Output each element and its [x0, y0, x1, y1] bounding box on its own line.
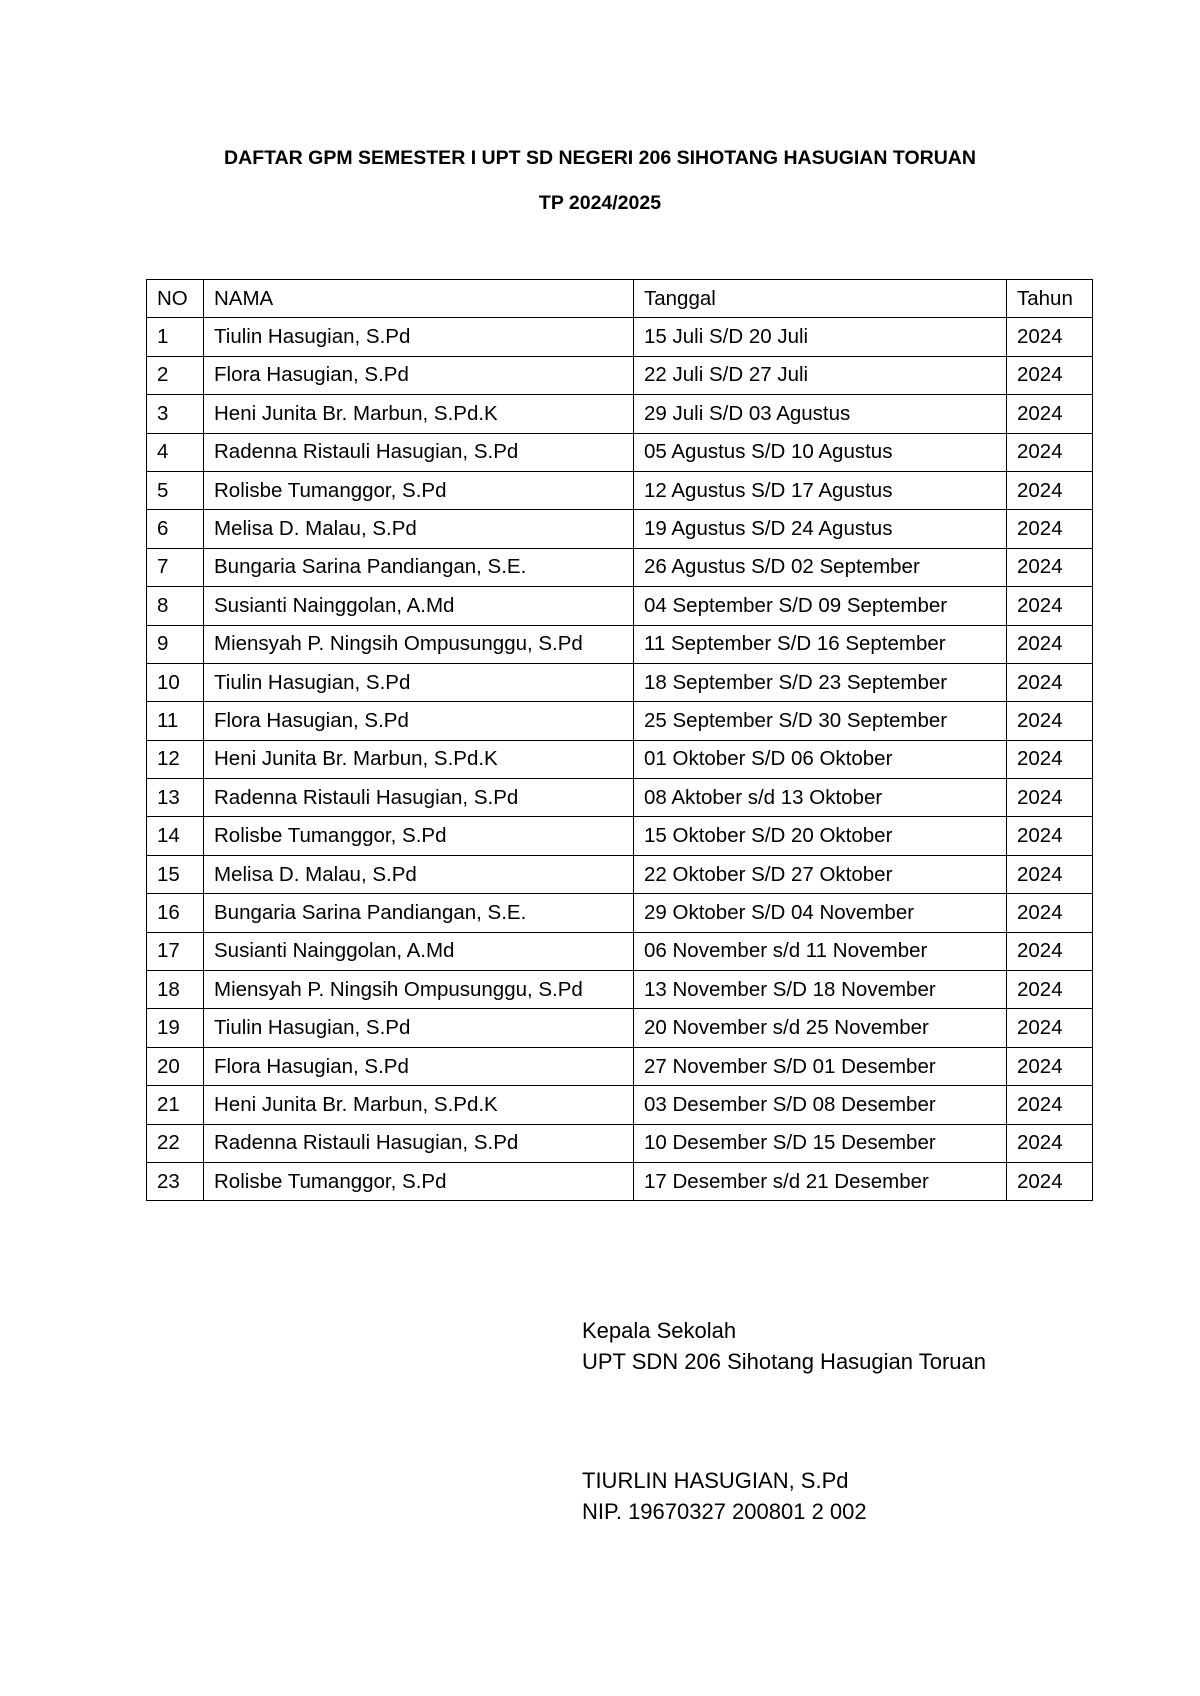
cell-tahun: 2024 — [1007, 1009, 1093, 1047]
cell-nama: Radenna Ristauli Hasugian, S.Pd — [204, 433, 634, 471]
cell-tanggal: 01 Oktober S/D 06 Oktober — [634, 740, 1007, 778]
cell-no: 6 — [147, 510, 204, 548]
cell-tanggal: 26 Agustus S/D 02 September — [634, 548, 1007, 586]
cell-tahun: 2024 — [1007, 510, 1093, 548]
cell-no: 15 — [147, 855, 204, 893]
cell-nama: Susianti Nainggolan, A.Md — [204, 587, 634, 625]
cell-tanggal: 11 September S/D 16 September — [634, 625, 1007, 663]
cell-nama: Rolisbe Tumanggor, S.Pd — [204, 471, 634, 509]
cell-tahun: 2024 — [1007, 663, 1093, 701]
cell-tahun: 2024 — [1007, 1047, 1093, 1085]
table-row — [147, 587, 1093, 625]
table-row — [147, 663, 1093, 701]
cell-tahun: 2024 — [1007, 740, 1093, 778]
table-row — [147, 1162, 1093, 1200]
cell-tanggal: 29 Oktober S/D 04 November — [634, 894, 1007, 932]
cell-nama: Tiulin Hasugian, S.Pd — [204, 1009, 634, 1047]
cell-tanggal: 06 November s/d 11 November — [634, 932, 1007, 970]
cell-tahun: 2024 — [1007, 548, 1093, 586]
cell-tahun: 2024 — [1007, 932, 1093, 970]
table-row — [147, 1009, 1093, 1047]
document-subtitle: TP 2024/2025 — [538, 192, 662, 214]
document-title: DAFTAR GPM SEMESTER I UPT SD NEGERI 206 SIHOTANG HASUGIAN TORUAN — [224, 147, 976, 169]
table-row — [147, 471, 1093, 509]
cell-tanggal: 27 November S/D 01 Desember — [634, 1047, 1007, 1085]
table-row — [147, 971, 1093, 1009]
cell-no: 23 — [147, 1162, 204, 1200]
table-header-row — [147, 280, 1093, 318]
cell-nama: Heni Junita Br. Marbun, S.Pd.K — [204, 740, 634, 778]
cell-no: 7 — [147, 548, 204, 586]
cell-nama: Susianti Nainggolan, A.Md — [204, 932, 634, 970]
cell-tanggal: 15 Juli S/D 20 Juli — [634, 318, 1007, 356]
cell-tahun: 2024 — [1007, 356, 1093, 394]
table-row — [147, 433, 1093, 471]
cell-no: 9 — [147, 625, 204, 663]
cell-tahun: 2024 — [1007, 702, 1093, 740]
table-row — [147, 779, 1093, 817]
cell-tahun: 2024 — [1007, 433, 1093, 471]
cell-tahun: 2024 — [1007, 971, 1093, 1009]
cell-no: 13 — [147, 779, 204, 817]
cell-tanggal: 20 November s/d 25 November — [634, 1009, 1007, 1047]
cell-no: 11 — [147, 702, 204, 740]
header-no: NO — [147, 280, 204, 318]
cell-nama: Melisa D. Malau, S.Pd — [204, 510, 634, 548]
cell-nama: Flora Hasugian, S.Pd — [204, 702, 634, 740]
cell-tahun: 2024 — [1007, 587, 1093, 625]
cell-no: 17 — [147, 932, 204, 970]
table-row — [147, 510, 1093, 548]
schedule-table — [146, 279, 1093, 1201]
cell-tahun: 2024 — [1007, 894, 1093, 932]
cell-nama: Bungaria Sarina Pandiangan, S.E. — [204, 894, 634, 932]
cell-tanggal: 29 Juli S/D 03 Agustus — [634, 395, 1007, 433]
cell-no: 18 — [147, 971, 204, 1009]
cell-nama: Miensyah P. Ningsih Ompusunggu, S.Pd — [204, 625, 634, 663]
table-row — [147, 356, 1093, 394]
cell-nama: Melisa D. Malau, S.Pd — [204, 855, 634, 893]
cell-no: 4 — [147, 433, 204, 471]
cell-no: 16 — [147, 894, 204, 932]
cell-tanggal: 08 Aktober s/d 13 Oktober — [634, 779, 1007, 817]
cell-no: 14 — [147, 817, 204, 855]
cell-tanggal: 22 Oktober S/D 27 Oktober — [634, 855, 1007, 893]
signature-position: Kepala Sekolah — [582, 1318, 737, 1343]
table-row — [147, 395, 1093, 433]
cell-nama: Rolisbe Tumanggor, S.Pd — [204, 1162, 634, 1200]
cell-no: 20 — [147, 1047, 204, 1085]
table-row — [147, 740, 1093, 778]
cell-nama: Flora Hasugian, S.Pd — [204, 1047, 634, 1085]
cell-no: 3 — [147, 395, 204, 433]
cell-tanggal: 22 Juli S/D 27 Juli — [634, 356, 1007, 394]
cell-nama: Bungaria Sarina Pandiangan, S.E. — [204, 548, 634, 586]
table-row — [147, 855, 1093, 893]
cell-no: 1 — [147, 318, 204, 356]
cell-tanggal: 05 Agustus S/D 10 Agustus — [634, 433, 1007, 471]
cell-nama: Flora Hasugian, S.Pd — [204, 356, 634, 394]
cell-tahun: 2024 — [1007, 855, 1093, 893]
table-row — [147, 817, 1093, 855]
cell-no: 22 — [147, 1124, 204, 1162]
table-row — [147, 625, 1093, 663]
cell-tahun: 2024 — [1007, 1086, 1093, 1124]
signature-school: UPT SDN 206 Sihotang Hasugian Toruan — [582, 1349, 986, 1374]
table-row — [147, 894, 1093, 932]
header-tahun: Tahun — [1007, 280, 1093, 318]
cell-no: 10 — [147, 663, 204, 701]
cell-tanggal: 13 November S/D 18 November — [634, 971, 1007, 1009]
table-row — [147, 1124, 1093, 1162]
cell-tanggal: 03 Desember S/D 08 Desember — [634, 1086, 1007, 1124]
cell-tanggal: 25 September S/D 30 September — [634, 702, 1007, 740]
cell-nama: Tiulin Hasugian, S.Pd — [204, 318, 634, 356]
cell-tanggal: 19 Agustus S/D 24 Agustus — [634, 510, 1007, 548]
cell-tanggal: 17 Desember s/d 21 Desember — [634, 1162, 1007, 1200]
cell-no: 21 — [147, 1086, 204, 1124]
cell-tahun: 2024 — [1007, 1124, 1093, 1162]
cell-nama: Miensyah P. Ningsih Ompusunggu, S.Pd — [204, 971, 634, 1009]
cell-tahun: 2024 — [1007, 471, 1093, 509]
table-row — [147, 1047, 1093, 1085]
cell-nama: Radenna Ristauli Hasugian, S.Pd — [204, 1124, 634, 1162]
table-row — [147, 1086, 1093, 1124]
cell-tahun: 2024 — [1007, 318, 1093, 356]
table-row — [147, 318, 1093, 356]
cell-tahun: 2024 — [1007, 779, 1093, 817]
cell-tanggal: 15 Oktober S/D 20 Oktober — [634, 817, 1007, 855]
cell-no: 5 — [147, 471, 204, 509]
cell-no: 2 — [147, 356, 204, 394]
signature-block-bottom — [582, 1465, 867, 1527]
cell-nama: Tiulin Hasugian, S.Pd — [204, 663, 634, 701]
table-body — [147, 318, 1093, 1201]
cell-tanggal: 10 Desember S/D 15 Desember — [634, 1124, 1007, 1162]
table-row — [147, 702, 1093, 740]
signature-nip: NIP. 19670327 200801 2 002 — [582, 1499, 867, 1524]
cell-tanggal: 18 September S/D 23 September — [634, 663, 1007, 701]
cell-nama: Heni Junita Br. Marbun, S.Pd.K — [204, 1086, 634, 1124]
cell-tahun: 2024 — [1007, 817, 1093, 855]
cell-tahun: 2024 — [1007, 1162, 1093, 1200]
signature-block-top — [582, 1315, 986, 1377]
cell-tahun: 2024 — [1007, 395, 1093, 433]
cell-tahun: 2024 — [1007, 625, 1093, 663]
cell-tanggal: 04 September S/D 09 September — [634, 587, 1007, 625]
header-nama: NAMA — [204, 280, 634, 318]
header-tanggal: Tanggal — [634, 280, 1007, 318]
cell-tanggal: 12 Agustus S/D 17 Agustus — [634, 471, 1007, 509]
cell-no: 8 — [147, 587, 204, 625]
cell-nama: Heni Junita Br. Marbun, S.Pd.K — [204, 395, 634, 433]
cell-nama: Rolisbe Tumanggor, S.Pd — [204, 817, 634, 855]
cell-no: 19 — [147, 1009, 204, 1047]
cell-no: 12 — [147, 740, 204, 778]
signature-name: TIURLIN HASUGIAN, S.Pd — [582, 1468, 849, 1493]
table-row — [147, 548, 1093, 586]
cell-nama: Radenna Ristauli Hasugian, S.Pd — [204, 779, 634, 817]
table-row — [147, 932, 1093, 970]
